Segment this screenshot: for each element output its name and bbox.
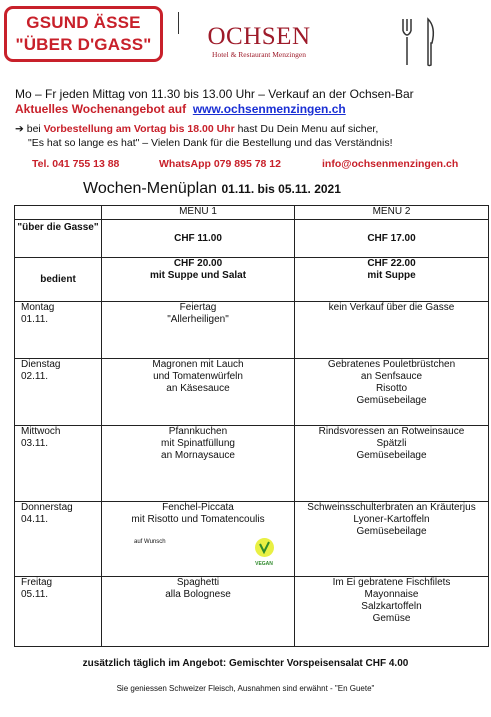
meat-origin-note: Sie geniessen Schweizer Fleisch, Ausnahmen sind erwähnt - "En Guete" bbox=[116, 684, 375, 693]
wednesday-menu-2: Rindsvoressen an Rotweinsauce Spätzli Gemüsebeilage bbox=[295, 426, 489, 502]
wednesday-menu-1: Pfannkuchen mit Spinatfüllung an Mornaysauce bbox=[102, 426, 295, 502]
day-friday: Freitag 05.11. bbox=[15, 577, 102, 647]
phone-number[interactable]: Tel. 041 755 13 88 bbox=[32, 158, 120, 170]
weekly-offer-label: Aktuelles Wochenangebot auf bbox=[15, 102, 187, 116]
day-tuesday: Dienstag 02.11. bbox=[15, 359, 102, 426]
website-link[interactable]: www.ochsenmenzingen.ch bbox=[192, 102, 346, 116]
tuesday-menu-2: Gebratenes Pouletbrüstchen an Senfsauce Risotto Gemüsebeilage bbox=[295, 359, 489, 426]
table-header-row bbox=[15, 206, 489, 220]
vegan-note: auf Wunsch bbox=[134, 539, 166, 545]
thursday-menu-2: Schweinsschulterbraten an Kräuterjus Lyoner-Kartoffeln Gemüsebeilage bbox=[295, 502, 489, 577]
knife-icon bbox=[420, 17, 440, 67]
daily-extra-offer: zusätzlich täglich im Angebot: Gemischter Vorspeisensalat CHF 4.00 bbox=[82, 658, 409, 669]
divider bbox=[178, 12, 179, 34]
email-address[interactable]: info@ochsenmenzingen.ch bbox=[322, 158, 459, 170]
logo-sub-text: Hotel & Restaurant Menzingen bbox=[212, 50, 306, 59]
plan-title-text: Wochen-Menüplan bbox=[83, 180, 218, 197]
day-monday: Montag 01.11. bbox=[15, 302, 102, 359]
table-row bbox=[15, 220, 489, 258]
price-menu-2-served: CHF 22.00 mit Suppe bbox=[295, 258, 489, 302]
vegan-leaf-icon bbox=[255, 538, 274, 557]
monday-menu-2: kein Verkauf über die Gasse bbox=[295, 302, 489, 359]
preorder-deadline: Vorbestellung am Vortag bis 18.00 Uhr bbox=[43, 123, 235, 135]
preorder-pre: bei bbox=[26, 123, 41, 135]
price-menu-1-takeaway: CHF 11.00 bbox=[102, 220, 295, 258]
logo-main-text: OCHSEN bbox=[207, 23, 311, 50]
header-empty bbox=[15, 206, 102, 220]
title-stamp bbox=[4, 6, 163, 62]
stamp-line-1: GSUND ÄSSE bbox=[26, 13, 141, 32]
preorder-post: hast Du Dein Menu auf sicher, bbox=[237, 123, 379, 135]
plan-dates: 01.11. bis 05.11. 2021 bbox=[221, 182, 341, 196]
table-row bbox=[15, 577, 489, 647]
thanks-line: "Es hat so lange es hat" – Vielen Dank für die Bestellung und das Verständnis! bbox=[28, 137, 393, 149]
header-menu-2: MENU 2 bbox=[295, 206, 489, 220]
thursday-menu-1-text: Fenchel-Piccata mit Risotto und Tomatencoulis bbox=[131, 502, 265, 525]
opening-hours: Mo – Fr jeden Mittag von 11.30 bis 13.00 Uhr – Verkauf an der Ochsen-Bar bbox=[15, 87, 414, 101]
price-menu-2-takeaway: CHF 17.00 bbox=[295, 220, 489, 258]
vegan-label: VEGAN bbox=[255, 561, 273, 567]
vegan-badge bbox=[252, 538, 276, 567]
monday-menu-1: Feiertag "Allerheiligen" bbox=[102, 302, 295, 359]
weekly-offer-line bbox=[15, 102, 346, 116]
thursday-menu-1 bbox=[102, 502, 295, 577]
table-row bbox=[15, 302, 489, 359]
ochsen-logo bbox=[197, 24, 321, 60]
row-label-served: bedient bbox=[15, 258, 102, 302]
price-menu-1-served: CHF 20.00 mit Suppe und Salat bbox=[102, 258, 295, 302]
plan-title bbox=[83, 180, 341, 198]
table-row bbox=[15, 426, 489, 502]
day-wednesday: Mittwoch 03.11. bbox=[15, 426, 102, 502]
table-row bbox=[15, 258, 489, 302]
table-row bbox=[15, 359, 489, 426]
tuesday-menu-1: Magronen mit Lauch und Tomatenwürfeln an Käsesauce bbox=[102, 359, 295, 426]
day-thursday: Donnerstag 04.11. bbox=[15, 502, 102, 577]
row-label-takeaway: "über die Gasse" bbox=[15, 220, 102, 258]
preorder-line bbox=[15, 122, 378, 136]
header-menu-1: MENU 1 bbox=[102, 206, 295, 220]
menu-table bbox=[14, 205, 489, 647]
whatsapp-number[interactable]: WhatsApp 079 895 78 12 bbox=[159, 158, 281, 170]
friday-menu-2: Im Ei gebratene Fischfilets Mayonnaise Salzkartoffeln Gemüse bbox=[295, 577, 489, 647]
arrow-icon: ➔ bbox=[15, 123, 24, 135]
friday-menu-1: Spaghetti alla Bolognese bbox=[102, 577, 295, 647]
stamp-line-2: "ÜBER D'GASS" bbox=[15, 35, 152, 54]
table-row bbox=[15, 502, 489, 577]
